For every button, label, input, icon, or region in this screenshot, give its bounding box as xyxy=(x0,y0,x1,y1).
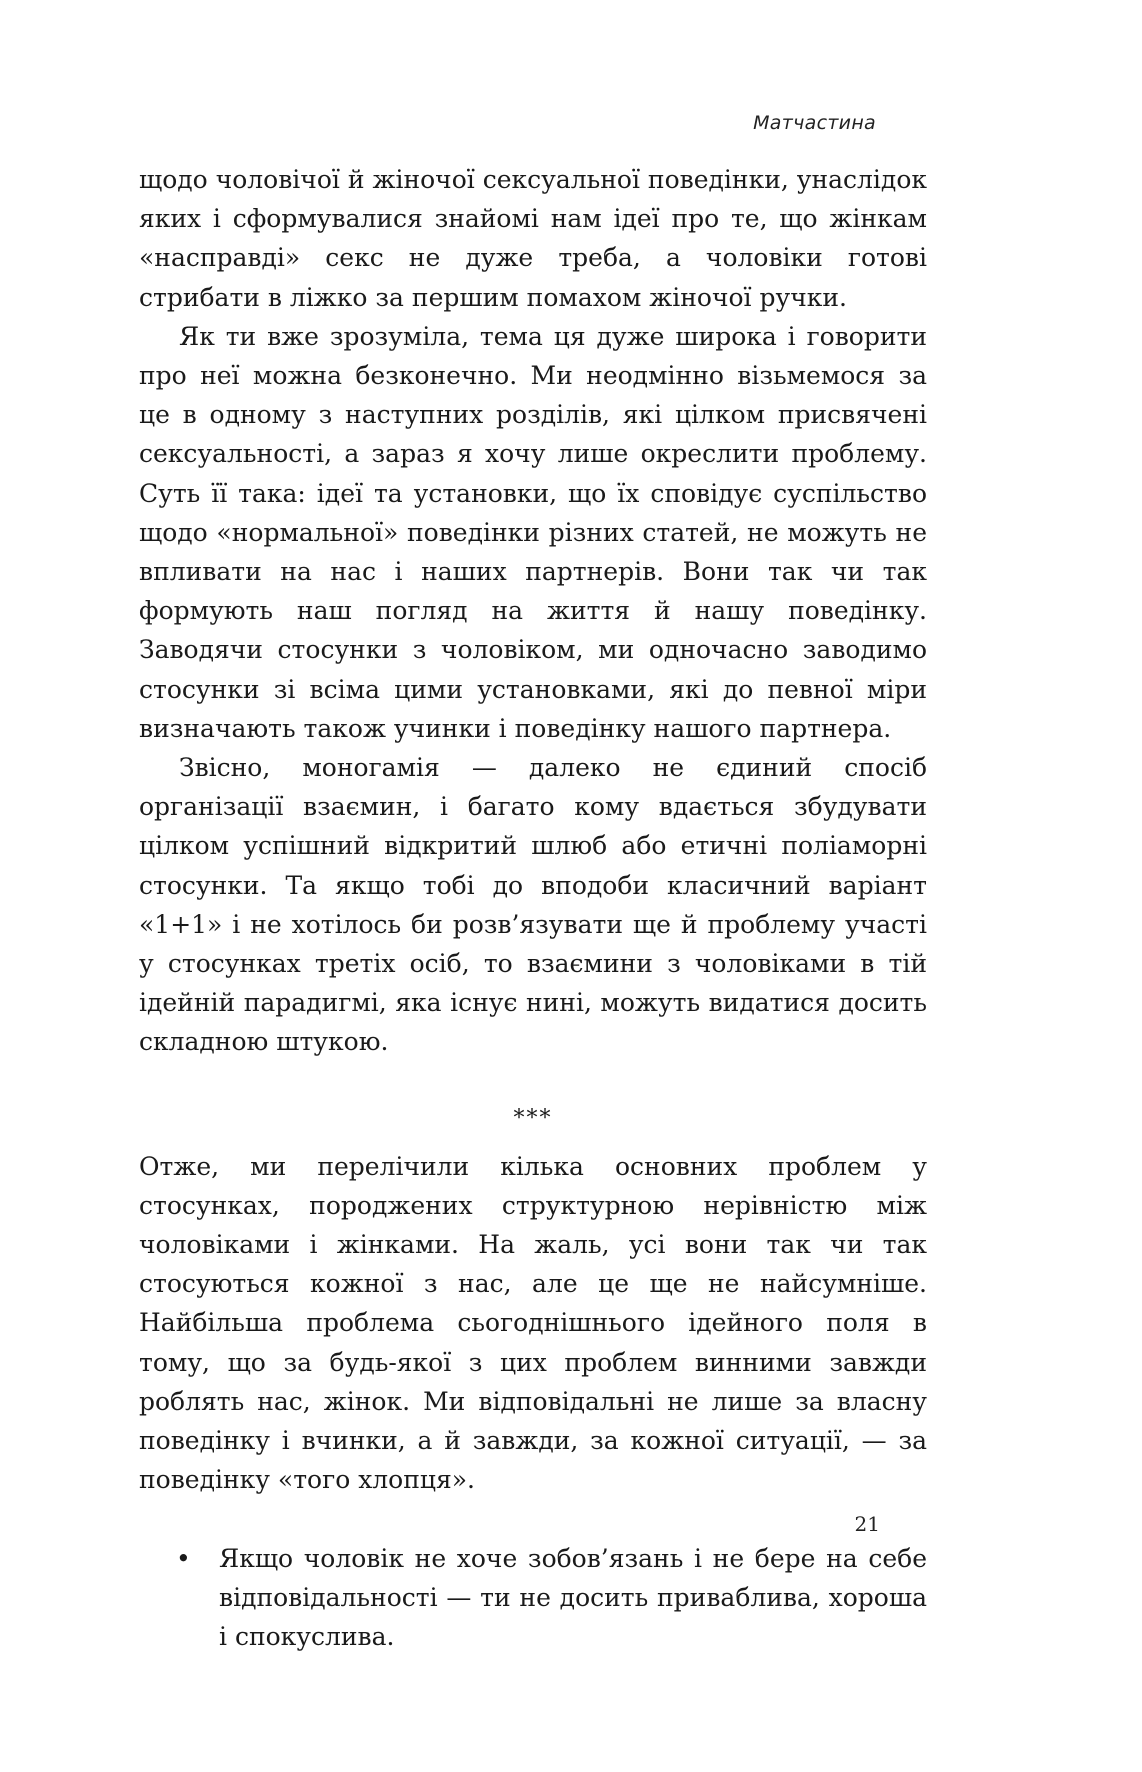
paragraph-2: Як ти вже зрозуміла, тема ця дуже широка і говорити про неї можна безконечно. Ми неодмінно візьмемося за це в одному з наступних розділів, які цілком присвячені сексуальності, а зараз я хочу лише окреслити проблему. Суть її така: ідеї та установки, що їх сповідує суспільство щодо «нормальної» поведінки різних статей, не можуть не впливати на нас і наших партнерів. Вони так чи так формують наш погляд на життя й нашу поведінку. Заводячи стосунки з чоловіком, ми одночасно заводимо стосунки зі всіма цими установками, які до певної міри визначають також учинки і поведінку нашого партнера. xyxy=(139,321,927,743)
paragraph-4: Отже, ми перелічили кілька основних проблем у стосунках, породжених структурною нерівністю між чоловіками і жінками. На жаль, усі вони так чи так стосуються кожної з нас, але це ще не найсумніше. Найбільша проблема сьогоднішнього ідейного поля в тому, що за будь-якої з цих проблем винними завжди роблять нас, жінок. Ми відповідальні не лише за власну поведінку і вчинки, а й завжди, за кожної ситуації, — за поведінку «того хлопця». xyxy=(139,1151,927,1495)
page-number: 21 xyxy=(854,1512,880,1536)
bullet-list xyxy=(139,1539,927,1657)
list-item-text: Якщо чоловік не хоче зобов’язань і не бере на себе відповідальності — ти не досить приваблива, хороша і спокуслива. xyxy=(219,1543,927,1651)
bullet-icon: • xyxy=(176,1543,191,1573)
list-item xyxy=(139,1539,927,1657)
running-head: Матчастина xyxy=(753,112,876,134)
paragraph-3: Звісно, моногамія — далеко не єдиний спосіб організації взаємин, і багато кому вдається збудувати цілком успішний відкритий шлюб або етичні поліаморні стосунки. Та якщо тобі до вподоби класичний варіант «1+1» і не хотілось би розв’язувати ще й проблему участі у стосунках третіх осіб, то взаємини з чоловіками в тій ідейній парадигмі, яка існує нині, можуть видатися досить складною штукою. xyxy=(139,753,927,1057)
section-separator: *** xyxy=(513,1105,553,1131)
paragraph-1: щодо чоловічої й жіночої сексуальної поведінки, унаслідок яких і сформувалися знайомі нам ідеї про те, що жінкам «насправді» секс не дуже треба, а чоловіки готові стрибати в ліжко за першим помахом жіночої ручки. xyxy=(139,165,927,312)
body-text xyxy=(139,160,927,1656)
